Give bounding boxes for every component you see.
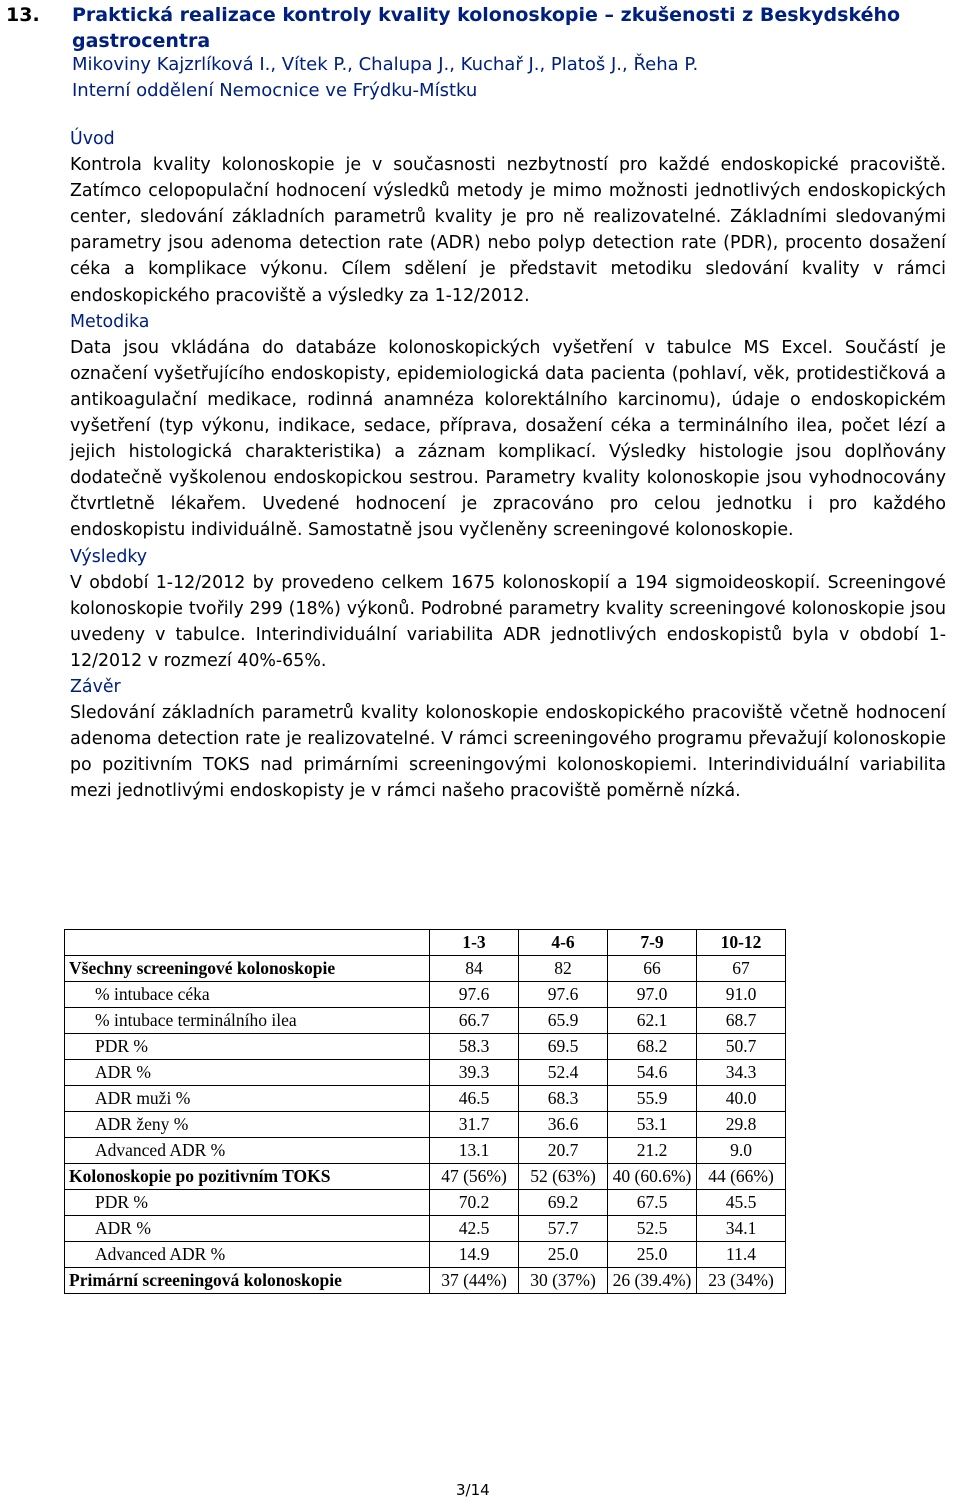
results-table-wrap	[64, 929, 786, 1294]
row-value: 34.3	[697, 1060, 786, 1086]
table-row	[65, 956, 786, 982]
row-value: 52 (63%)	[519, 1164, 608, 1190]
uvod-heading: Úvod	[70, 129, 115, 149]
row-value: 26 (39.4%)	[608, 1268, 697, 1294]
row-value: 30 (37%)	[519, 1268, 608, 1294]
row-label: Advanced ADR %	[65, 1138, 430, 1164]
table-header-cell: 1-3	[430, 930, 519, 956]
row-label: ADR ženy %	[65, 1112, 430, 1138]
table-row	[65, 1008, 786, 1034]
row-value: 91.0	[697, 982, 786, 1008]
table-row	[65, 1112, 786, 1138]
department-line: Interní oddělení Nemocnice ve Frýdku-Místku	[72, 80, 478, 101]
row-value: 69.5	[519, 1034, 608, 1060]
row-value: 55.9	[608, 1086, 697, 1112]
table-row	[65, 1242, 786, 1268]
row-value: 14.9	[430, 1242, 519, 1268]
abstract-title: Praktická realizace kontroly kvality kolonoskopie – zkušenosti z Beskydského gastrocentra	[72, 4, 901, 52]
table-row	[65, 1138, 786, 1164]
table-row	[65, 1086, 786, 1112]
zaver-text: Sledování základních parametrů kvality kolonoskopie endoskopického pracoviště včetně hodnocení adenoma detection rate je realizovatelné. V rámci screeningového programu převažují kolonoskopie po pozitivním TOKS nad primárními screeningovými kolonoskopiemi. Interindividuální variabilita mezi jednotlivými endoskopisty je v rámci našeho pracoviště poměrně nízká.	[70, 703, 946, 802]
row-value: 68.3	[519, 1086, 608, 1112]
table-header-cell	[65, 930, 430, 956]
table-header-cell: 7-9	[608, 930, 697, 956]
row-value: 11.4	[697, 1242, 786, 1268]
row-value: 25.0	[608, 1242, 697, 1268]
row-value: 70.2	[430, 1190, 519, 1216]
row-label: ADR %	[65, 1060, 430, 1086]
row-value: 68.7	[697, 1008, 786, 1034]
row-value: 46.5	[430, 1086, 519, 1112]
row-value: 13.1	[430, 1138, 519, 1164]
authors-line: Mikoviny Kajzrlíková I., Vítek P., Chalupa J., Kuchař J., Platoš J., Řeha P.	[72, 54, 699, 75]
table-header-cell: 4-6	[519, 930, 608, 956]
table-row	[65, 1034, 786, 1060]
page-number: 3/14	[456, 1481, 490, 1499]
row-value: 21.2	[608, 1138, 697, 1164]
results-table	[64, 929, 786, 1294]
row-value: 68.2	[608, 1034, 697, 1060]
table-header-cell: 10-12	[697, 930, 786, 956]
row-value: 25.0	[519, 1242, 608, 1268]
row-label: Všechny screeningové kolonoskopie	[65, 956, 430, 982]
row-value: 52.4	[519, 1060, 608, 1086]
row-value: 50.7	[697, 1034, 786, 1060]
table-row	[65, 1190, 786, 1216]
metodika-text: Data jsou vkládána do databáze kolonoskopických vyšetření v tabulce MS Excel. Součástí je označení vyšetřujícího endoskopisty, epidemiologická data pacienta (pohlaví, věk, protidestičková a antikoagulační medikace, rodinná anamnéza kolorektálního karcinomu), údaje o endoskopickém vyšetření (typ výkonu, indikace, sedace, příprava, dosažení céka a terminálního ilea, počet lézí a jejich histologická charakteristika) a záznam komplikací. Výsledky histologie jsou doplňovány dodatečně vyškolenou endoskopickou sestrou. Parametry kvality kolonoskopie jsou vyhodnocovány čtvrtletně lékařem. Uvedené hodnocení je zpracováno pro celou jednotku i pro každého endoskopistu individuálně. Samostatně jsou vyčleněny screeningové kolonoskopie.	[70, 337, 946, 541]
row-label: Advanced ADR %	[65, 1242, 430, 1268]
row-value: 40.0	[697, 1086, 786, 1112]
row-value: 62.1	[608, 1008, 697, 1034]
row-value: 67	[697, 956, 786, 982]
row-value: 97.0	[608, 982, 697, 1008]
row-value: 20.7	[519, 1138, 608, 1164]
metodika-heading: Metodika	[70, 311, 150, 332]
table-row	[65, 1216, 786, 1242]
row-value: 34.1	[697, 1216, 786, 1242]
abstract-body	[70, 126, 946, 804]
row-value: 57.7	[519, 1216, 608, 1242]
row-value: 97.6	[430, 982, 519, 1008]
row-label: PDR %	[65, 1034, 430, 1060]
zaver-heading: Závěr	[70, 676, 121, 697]
row-value: 31.7	[430, 1112, 519, 1138]
abstract-number: 13.	[6, 4, 40, 26]
row-value: 65.9	[519, 1008, 608, 1034]
row-value: 40 (60.6%)	[608, 1164, 697, 1190]
row-value: 82	[519, 956, 608, 982]
row-value: 66	[608, 956, 697, 982]
table-row	[65, 1060, 786, 1086]
row-value: 47 (56%)	[430, 1164, 519, 1190]
row-value: 44 (66%)	[697, 1164, 786, 1190]
row-value: 37 (44%)	[430, 1268, 519, 1294]
table-row	[65, 1268, 786, 1294]
row-label: % intubace céka	[65, 982, 430, 1008]
row-value: 39.3	[430, 1060, 519, 1086]
row-value: 9.0	[697, 1138, 786, 1164]
table-row	[65, 982, 786, 1008]
row-value: 67.5	[608, 1190, 697, 1216]
row-value: 84	[430, 956, 519, 982]
table-row	[65, 1164, 786, 1190]
row-label: ADR %	[65, 1216, 430, 1242]
row-value: 29.8	[697, 1112, 786, 1138]
row-value: 42.5	[430, 1216, 519, 1242]
row-label: % intubace terminálního ilea	[65, 1008, 430, 1034]
row-label: ADR muži %	[65, 1086, 430, 1112]
table-header-row	[65, 930, 786, 956]
row-label: PDR %	[65, 1190, 430, 1216]
vysledky-text: V období 1-12/2012 by provedeno celkem 1675 kolonoskopií a 194 sigmoideoskopií. Screeningové kolonoskopie tvořily 299 (18%) výkonů. Podrobné parametry kvality screeningové kolonoskopie jsou uvedeny v tabulce. Interindividuální variabilita ADR jednotlivých endoskopistů byla v období 1-12/2012 v rozmezí 40%-65%.	[70, 572, 946, 671]
row-value: 97.6	[519, 982, 608, 1008]
vysledky-heading: Výsledky	[70, 546, 148, 567]
row-value: 53.1	[608, 1112, 697, 1138]
row-value: 36.6	[519, 1112, 608, 1138]
row-label: Primární screeningová kolonoskopie	[65, 1268, 430, 1294]
row-value: 52.5	[608, 1216, 697, 1242]
row-value: 66.7	[430, 1008, 519, 1034]
row-value: 58.3	[430, 1034, 519, 1060]
row-value: 69.2	[519, 1190, 608, 1216]
uvod-text: Kontrola kvality kolonoskopie je v současnosti nezbytností pro každé endoskopické pracoviště. Zatímco celopopulační hodnocení výsledků metody je mimo možnosti jednotlivých endoskopických center, sledování základních parametrů kvality je pro ně realizovatelné. Základními sledovanými parametry jsou adenoma detection rate (ADR) nebo polyp detection rate (PDR), procento dosažení céka a komplikace výkonu. Cílem sdělení je představit metodiku sledování kvality v rámci endoskopického pracoviště a výsledky za 1-12/2012.	[70, 155, 946, 306]
row-value: 54.6	[608, 1060, 697, 1086]
row-value: 23 (34%)	[697, 1268, 786, 1294]
row-value: 45.5	[697, 1190, 786, 1216]
row-label: Kolonoskopie po pozitivním TOKS	[65, 1164, 430, 1190]
